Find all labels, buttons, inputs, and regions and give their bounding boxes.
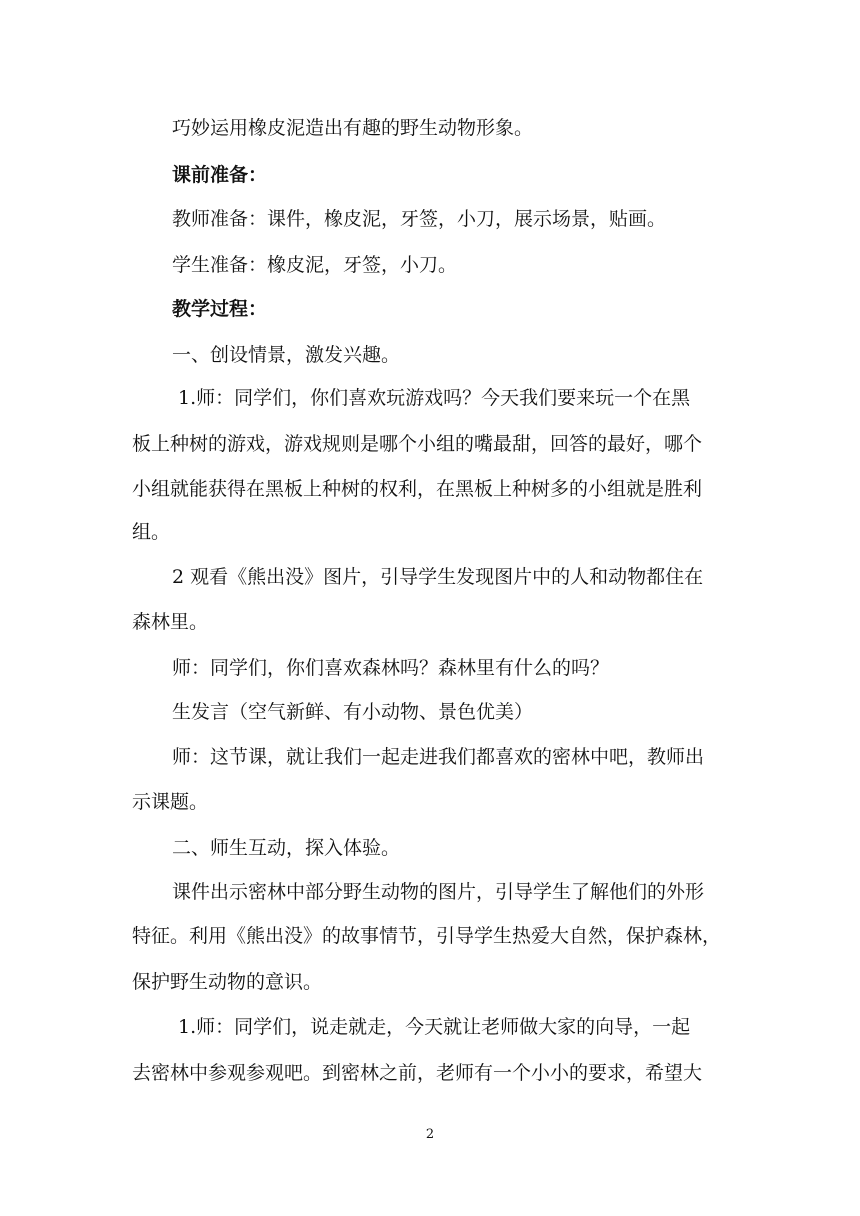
paragraph-line: 特征。利用《熊出没》的故事情节，引导学生热爱大自然，保护森林， [132,925,722,947]
paragraph-line: 小组就能获得在黑板上种树的权利，在黑板上种树多的小组就是胜利 [132,478,703,500]
paragraph-line: 2 观看《熊出没》图片，引导学生发现图片中的人和动物都住在 [172,566,704,588]
paragraph-line: 教师准备：课件，橡皮泥，牙签，小刀，展示场景，贴画。 [172,208,667,230]
paragraph-line: 课件出示密林中部分野生动物的图片，引导学生了解他们的外形 [172,881,705,903]
paragraph-line: 去密林中参观参观吧。到密林之前，老师有一个小小的要求，希望大 [132,1062,703,1084]
paragraph-line: 森林里。 [132,611,209,633]
paragraph-line: 保护野生动物的意识。 [132,971,323,993]
paragraph-line: 师：同学们，你们喜欢森林吗？森林里有什么的吗？ [172,657,610,679]
paragraph-line: 一、创设情景，激发兴趣。 [172,344,401,366]
paragraph-line: 生发言（空气新鲜、有小动物、景色优美） [172,701,534,723]
section-heading: 课前准备： [172,164,268,186]
paragraph-line: 师：这节课，就让我们一起走进我们都喜欢的密林中吧，教师出 [172,746,705,768]
section-heading: 教学过程： [172,298,268,320]
paragraph-line: 组。 [132,521,171,543]
paragraph-line: 巧妙运用橡皮泥造出有趣的野生动物形象。 [172,117,534,139]
paragraph-line: 学生准备：橡皮泥，牙签，小刀。 [172,254,458,276]
paragraph-line: 板上种树的游戏，游戏规则是哪个小组的嘴最甜，回答的最好，哪个 [132,433,703,455]
paragraph-line: 二、师生互动，探入体验。 [172,837,401,859]
paragraph-line: 示课题。 [132,791,209,813]
page-number: 2 [425,1127,435,1142]
paragraph-line: 1.师：同学们，说走就走，今天就让老师做大家的向导，一起 [178,1016,691,1038]
paragraph-line: 1.师：同学们，你们喜欢玩游戏吗？今天我们要来玩一个在黑 [178,387,691,409]
